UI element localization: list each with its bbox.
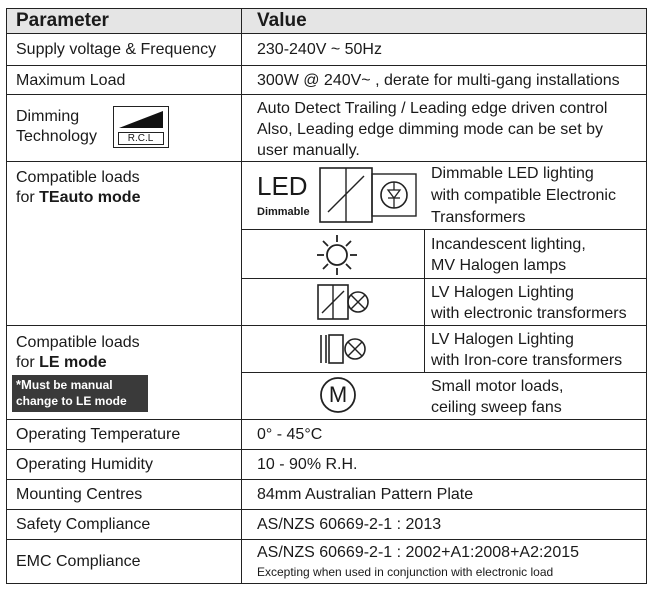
temp-param: Operating Temperature	[16, 426, 181, 443]
teauto-load1-line1: Dimmable LED lighting	[431, 165, 594, 182]
row-divider	[7, 161, 646, 162]
le-note-line1: *Must be manual	[16, 377, 113, 392]
led-dimmable-label: Dimmable	[257, 206, 310, 218]
row-divider	[7, 509, 646, 510]
teauto-param-line2: for TEauto mode	[16, 189, 141, 206]
max-load-value: 300W @ 240V~ , derate for multi-gang installations	[257, 72, 620, 89]
incandescent-bulb-icon	[316, 234, 358, 276]
dimming-value-line3: user manually.	[257, 142, 360, 159]
teauto-load3-line1: LV Halogen Lighting	[431, 284, 574, 301]
emc-note: Excepting when used in conjunction with electronic load	[257, 565, 554, 579]
teauto-load2-line1: Incandescent lighting,	[431, 236, 586, 253]
teauto-load2-line2: MV Halogen lamps	[431, 257, 567, 274]
row-divider	[242, 372, 646, 373]
humidity-param: Operating Humidity	[16, 456, 153, 473]
row-divider	[7, 539, 646, 540]
row-divider	[7, 325, 646, 326]
le-load2-line2: ceiling sweep fans	[431, 399, 562, 416]
row-divider	[7, 94, 646, 95]
dimming-value-line1: Auto Detect Trailing / Leading edge driven control	[257, 100, 608, 117]
safety-param: Safety Compliance	[16, 516, 151, 533]
row-divider	[242, 229, 646, 230]
emc-value: AS/NZS 60669-2-1 : 2002+A1:2008+A2:2015	[257, 544, 580, 561]
emc-param: EMC Compliance	[16, 553, 141, 570]
row-divider	[242, 278, 646, 279]
le-note-line2: change to LE mode	[16, 394, 127, 408]
humidity-value: 10 - 90% R.H.	[257, 456, 358, 473]
teauto-load1-line3: Transformers	[431, 209, 526, 226]
electronic-transformer-lamp-icon	[316, 283, 370, 321]
row-divider	[7, 479, 646, 480]
row-divider	[7, 65, 646, 66]
motor-icon-letter: M	[328, 382, 348, 407]
mounting-value: 84mm Australian Pattern Plate	[257, 486, 474, 503]
led-transformer-icon	[318, 166, 422, 224]
dimming-value-line2: Also, Leading edge dimming mode can be set by	[257, 121, 603, 138]
rcl-badge-label: R.C.L	[127, 133, 154, 144]
safety-value: AS/NZS 60669-2-1 : 2013	[257, 516, 442, 533]
iron-core-transformer-lamp-icon	[318, 331, 368, 367]
teauto-param-line1: Compatible loads	[16, 169, 140, 186]
le-load1-line1: LV Halogen Lighting	[431, 331, 574, 348]
load-column-divider	[424, 229, 425, 372]
teauto-load3-line2: with electronic transformers	[431, 305, 627, 322]
le-mode-note	[12, 375, 148, 412]
dimming-param-line1: Dimming	[16, 108, 80, 125]
header-parameter: Parameter	[16, 10, 109, 31]
mounting-param: Mounting Centres	[16, 486, 143, 503]
le-load2-line1: Small motor loads,	[431, 378, 564, 395]
row-divider	[7, 449, 646, 450]
le-load1-line2: with Iron-core transformers	[431, 352, 623, 369]
led-label: LED	[257, 171, 308, 201]
le-param-line1: Compatible loads	[16, 334, 140, 351]
teauto-load1-line2: with compatible Electronic	[431, 187, 616, 204]
temp-value: 0° - 45°C	[257, 426, 323, 443]
supply-value: 230-240V ~ 50Hz	[257, 41, 382, 58]
row-divider	[7, 419, 646, 420]
dimming-param-line2: Technology	[16, 128, 97, 145]
supply-param: Supply voltage & Frequency	[16, 41, 217, 58]
le-param-line2: for LE mode	[16, 354, 107, 371]
row-divider	[7, 33, 646, 34]
column-divider	[241, 9, 242, 583]
max-load-param: Maximum Load	[16, 72, 126, 89]
header-value: Value	[257, 10, 307, 31]
